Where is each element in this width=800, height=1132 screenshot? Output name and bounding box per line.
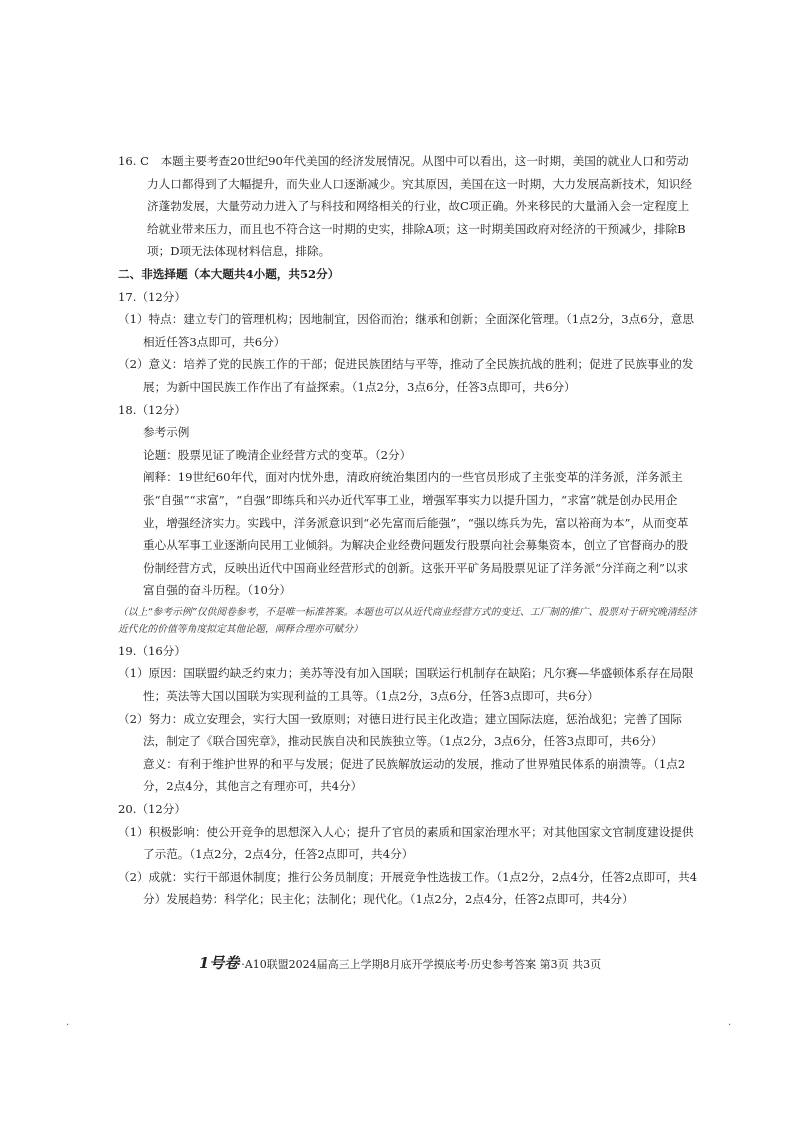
q18-thesis: 论题：股票见证了晚清企业经营方式的变革。（2分） [143, 447, 412, 462]
q20-part1: （1）积极影响：使公开竞争的思想深入人心；提升了官员的素质和国家治理水平；对其他国家文官制度建设提供了示范。（1点2分，2点4分，任答2点即可，共4分） [118, 824, 694, 862]
q17-part2: （2）意义：培养了党的民族工作的干部；促进民族团结与平等，推动了全民族抗战的胜利；促进了民族事业的发展；为新中国民族工作作出了有益探索。（1点2分，3点6分，任答3点即可，共6分） [118, 357, 694, 394]
answer-content [118, 150, 698, 911]
q19-heading: 19.（16分） [118, 643, 186, 658]
q16-answer: 16. C 本题主要考查20世纪90年代美国的经济发展情况。从图中可以看出，这一时期，美国的就业人口和劳动力人口都得到了大幅提升，而失业人口逐渐减少。究其原因，美国在这一时期，大力发展高新技术，知识经济蓬勃发展，大量劳动力进入了与科技和网络相关的行业，故C项正确。外来移民的大量涌入会一定程度上给就业带来压力，而且也不符合这一时期的史实，排除A项；这一时期美国政府对经济的干预减少，排除B项；D项无法体现材料信息，排除。 [118, 154, 692, 259]
q17-part1: （1）特点：建立专门的管理机构；因地制宜，因俗而治；继承和创新；全面深化管理。（1点2分，3点6分，意思相近任答3点即可，共6分） [118, 312, 694, 349]
brand-logo: 1号卷 [198, 954, 240, 972]
q19-part1: （1）原因：国联盟约缺乏约束力；美苏等没有加入国联；国联运行机制存在缺陷；凡尔赛—华盛顿体系存在局限性；英法等大国以国联为实现利益的工具等。（1点2分，3点6分，任答3点即可，共6分） [118, 666, 694, 704]
q18-explanation: 阐释：19世纪60年代，面对内忧外患，清政府统治集团内的一些官员形成了主张变革的洋务派，洋务派主张“自强”“求富”，“自强”即练兵和兴办近代军事工业，增强军事实力以提升国力，“求富”就是创办民用企业，增强经济实力。实践中，洋务派意识到“必先富而后能强”，“强以练兵为先，富以裕商为本”，从而变革重心从军事工业逐渐向民用工业倾斜。为解决企业经费问题发行股票向社会募集资本，创立了官督商办的股份制经营方式，反映出近代中国商业经营形式的创新。这张开平矿务局股票见证了洋务派“分洋商之利”以求富自强的奋斗历程。（10分） [143, 470, 689, 598]
page-footer [0, 952, 800, 973]
q20-part2: （2）成就：实行干部退休制度；推行公务员制度；开展竞争性选拔工作。（1点2分，2点4分，任答2点即可，共4分）发展趋势：科学化；民主化；法制化；现代化。（1点2分，2点4分，任答2点即可，共4分） [118, 869, 698, 907]
q19-significance: 意义：有利于维护世界的和平与发展；促进了民族解放运动的发展，推动了世界殖民体系的崩溃等。（1点2分，2点4分，其他言之有理亦可，共4分） [143, 756, 686, 794]
q18-heading: 18.（12分） [118, 402, 186, 417]
scan-mark: · [66, 1020, 70, 1031]
q18-grading-note: （以上“参考示例”仅供阅卷参考，不是唯一标准答案。本题也可以从近代商业经营方式的变迁、工厂制的推广、股票对于研究晚清经济近代化的价值等角度拟定其他论题，阐释合理亦可赋分） [118, 606, 697, 635]
q20-heading: 20.（12分） [118, 802, 186, 817]
section-heading: 二、非选择题（本大题共4小题，共52分） [118, 266, 340, 281]
q19-part2: （2）努力：成立安理会，实行大国一致原则；对德日进行民主化改造；建立国际法庭，惩治战犯；完善了国际法，制定了《联合国宪章》，推动民族自决和民族独立等。（1点2分，3点6分，任答3点即可，共6分） [118, 711, 682, 749]
scan-mark: · [728, 1020, 732, 1031]
footer-text: ·A10联盟2024届高三上学期8月底开学摸底考·历史参考答案 第3页 共3页 [241, 958, 602, 971]
q18-example-label: 参考示例 [143, 425, 190, 440]
q17-heading: 17.（12分） [118, 289, 186, 304]
